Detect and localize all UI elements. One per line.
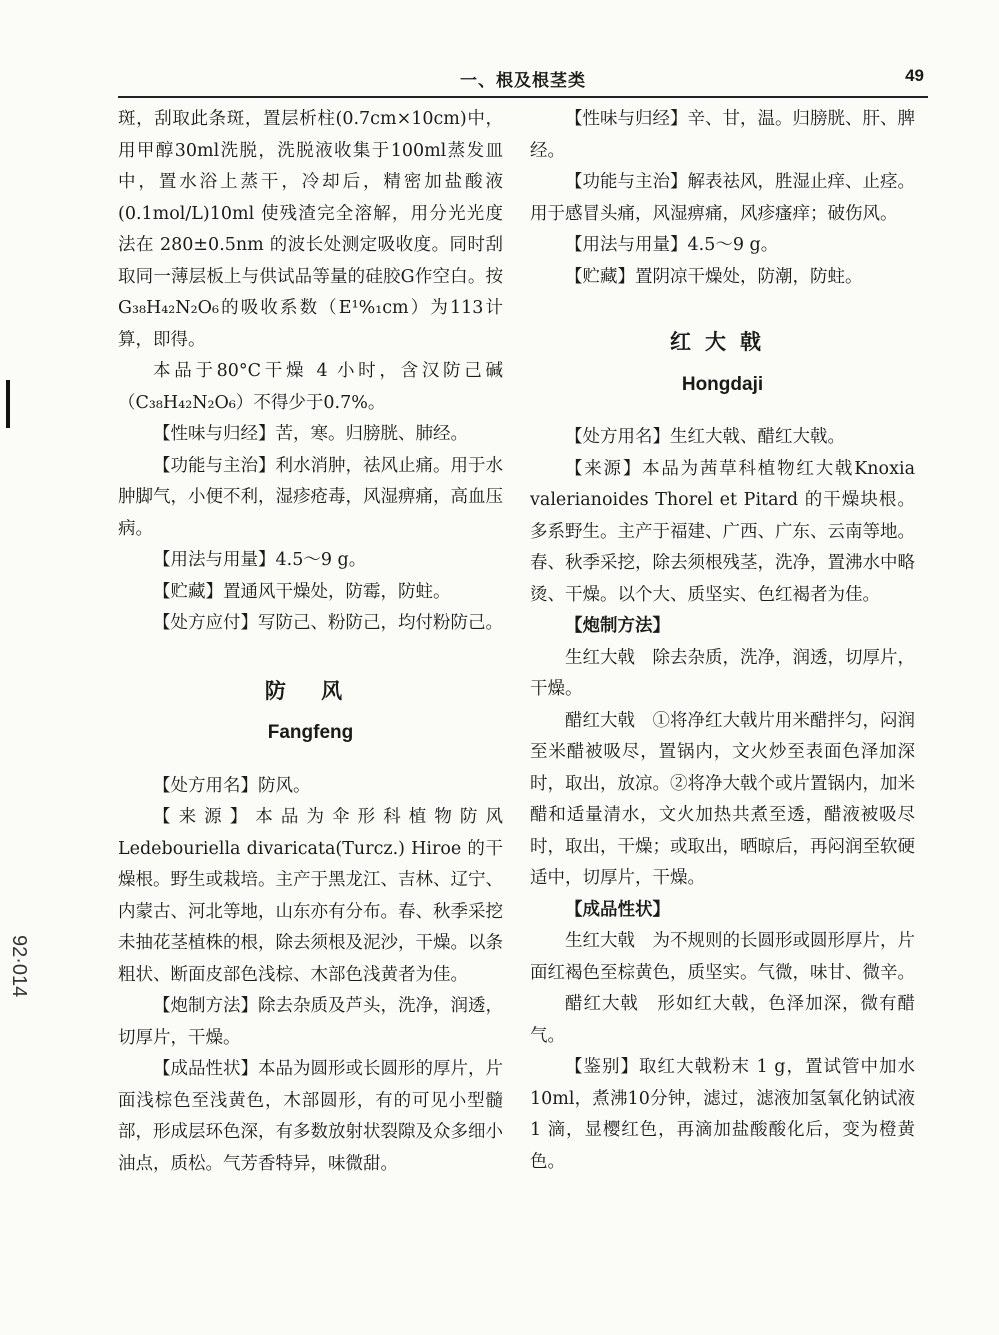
header-rule <box>118 96 928 98</box>
margin-mark <box>6 380 10 428</box>
margin-note: 92·014 <box>8 935 30 998</box>
subheading: 【成品性状】 <box>565 899 670 920</box>
paragraph: 【性味与归经】辛、甘，温。归膀胱、肝、脾经。 <box>530 109 915 161</box>
chapter-title: 一、根及根茎类 <box>460 71 586 91</box>
section-title-fangfeng: 防 风 <box>264 678 357 703</box>
paragraph: 醋红大戟 形如红大戟，色泽加深，微有醋气。 <box>530 994 915 1046</box>
paragraph: 【处方用名】防风。 <box>153 775 311 796</box>
section-title-hongdaji: 红大戟 <box>670 330 775 354</box>
paragraph: 【炮制方法】除去杂质及芦头，洗净，润透，切厚片，干燥。 <box>118 996 503 1048</box>
paragraph: 【用法与用量】4.5～9 g。 <box>153 550 367 570</box>
paragraph: 【处方应付】写防己、粉防己，均付粉防己。 <box>153 613 503 633</box>
paragraph: 【功能与主治】解表祛风，胜湿止痒、止痉。用于感冒头痛，风湿痹痛，风疹瘙痒；破伤风。 <box>530 172 915 224</box>
paragraph: 醋红大戟 ①将净红大戟片用米醋拌匀，闷润至米醋被吸尽，置锅内，文火炒至表面色泽加深时，取出，放凉。②将净大戟个或片置锅内，加米醋和适量清水，文火加热共煮至透，醋液被吸尽时，取出，干燥；或取出，晒晾后，再闷润至软硬适中，切厚片，干燥。 <box>530 710 915 888</box>
section-pinyin-hongdaji: Hongdaji <box>681 373 764 395</box>
paragraph: 【来源】本品为伞形科植物防风Ledebouriella divaricata(Turcz.) Hiroe 的干燥根。野生或栽培。主产于黑龙江、吉林、辽宁、内蒙古、河北等地，山东亦有分布。春、秋季采挖未抽花茎植株的根，除去须根及泥沙，干燥。以条粗状、断面皮部色浅棕、木部色浅黄者为佳。 <box>118 807 503 985</box>
paragraph: 【成品性状】本品为圆形或长圆形的厚片，片面浅棕色至浅黄色，木部圆形，有的可见小型髓部，形成层环色深，有多数放射状裂隙及众多细小油点，质松。气芳香特异，味微甜。 <box>118 1059 503 1174</box>
right-column <box>530 104 915 1178</box>
left-column <box>118 104 503 1180</box>
paragraph: 斑，刮取此条斑，置层析柱(0.7cm×10cm)中，用甲醇30ml洗脱，洗脱液收集于100ml蒸发皿中，置水浴上蒸干，冷却后，精密加盐酸液(0.1mol/L)10ml 使残渣完全溶解，用分光光度法在 280±0.5nm 的波长处测定吸收度。同时刮取同一薄层板上与供试品等量的硅胶G作空白。按 G₃₈H₄₂N₂O₆的吸收系数（E¹%₁cm）为113计算，即得。 <box>118 109 503 350</box>
section-pinyin-fangfeng: Fangfeng <box>267 722 354 743</box>
paragraph: 本品于80°C干燥 4 小时，含汉防己碱（C₃₈H₄₂N₂O₆）不得少于0.7%。 <box>118 361 503 413</box>
page-header <box>118 62 928 96</box>
page-number: 49 <box>905 66 924 85</box>
subheading: 【炮制方法】 <box>565 616 670 636</box>
paragraph: 【性味与归经】苦，寒。归膀胱、肺经。 <box>153 424 468 444</box>
paragraph: 【鉴别】取红大戟粉末 1 g，置试管中加水10ml，煮沸10分钟，滤过，滤液加氢氧化钠试液 1 滴，显樱红色，再滴加盐酸酸化后，变为橙黄色。 <box>530 1057 915 1172</box>
paragraph: 生红大戟 为不规则的长圆形或圆形厚片，片面红褐色至棕黄色，质坚实。气微，味甘、微辛。 <box>530 931 915 983</box>
paragraph: 【来源】本品为茜草科植物红大戟Knoxia valerianoides Thorel et Pitard 的干燥块根。多系野生。主产于福建、广西、广东、云南等地。春、秋季采挖，除去须根残茎，洗净，置沸水中略烫、干燥。以个大、质坚实、色红褐者为佳。 <box>530 458 915 605</box>
paragraph: 【用法与用量】4.5～9 g。 <box>565 235 779 255</box>
paragraph: 【处方用名】生红大戟、醋红大戟。 <box>565 427 845 447</box>
paragraph: 【贮藏】置通风干燥处，防霉，防蛀。 <box>153 581 451 602</box>
paragraph: 【功能与主治】利水消肿，祛风止痛。用于水肿脚气，小便不利，湿疹疮毒，风湿痹痛，高血压病。 <box>118 455 503 539</box>
paragraph: 【贮藏】置阴凉干燥处，防潮，防蛀。 <box>565 266 863 287</box>
paragraph: 生红大戟 除去杂质，洗净，润透，切厚片，干燥。 <box>530 647 915 699</box>
